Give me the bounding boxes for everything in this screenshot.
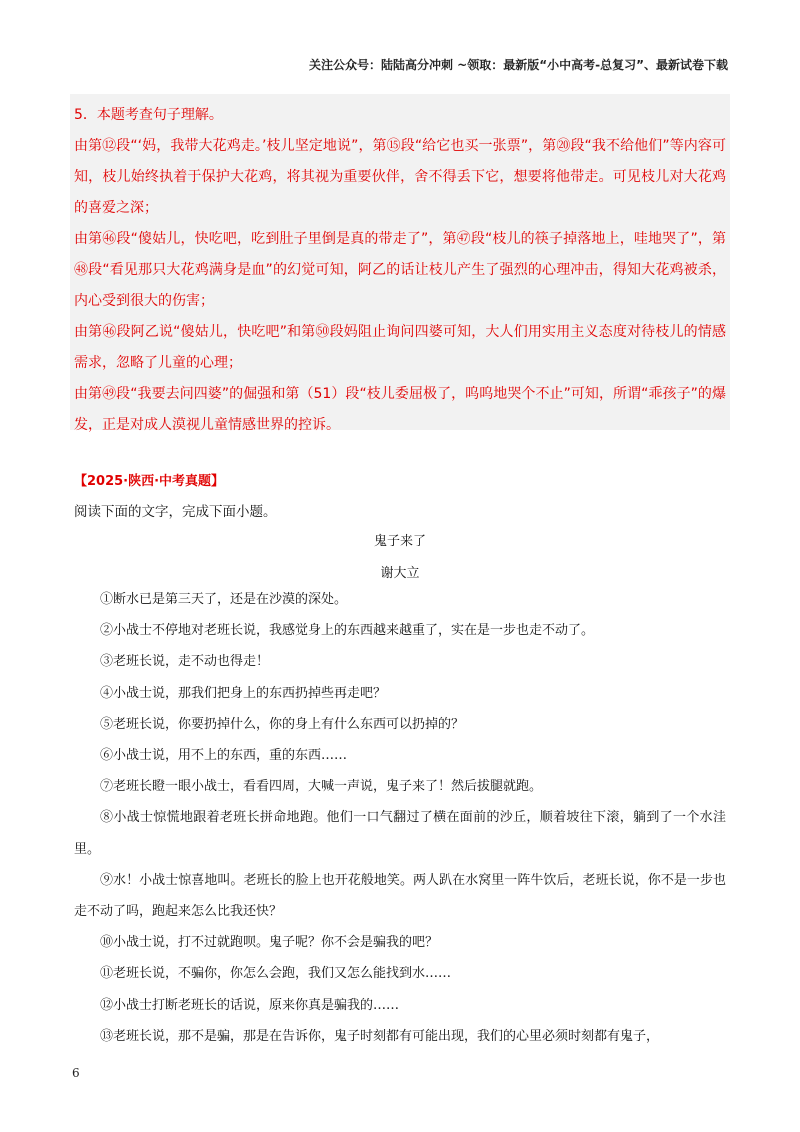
story-paragraph: ⑫小战士打断老班长的话说，原来你真是骗我的…… bbox=[100, 997, 400, 1013]
story-paragraph: ⑤老班长说，你要扔掉什么，你的身上有什么东西可以扔掉的？ bbox=[100, 716, 465, 732]
page-number: 6 bbox=[72, 1066, 80, 1080]
answer-paragraph: 由第㊻段阿乙说“傻姑儿，快吃吧”和第㊿段妈阻止询问四婆可知，大人们用实用主义态度对待枝儿的情感需求，忽略了儿童的心理； bbox=[74, 324, 726, 371]
reading-instruction: 阅读下面的文字，完成下面小题。 bbox=[74, 504, 277, 520]
story-paragraph: ①断水已是第三天了，还是在沙漠的深处。 bbox=[100, 592, 348, 607]
story-paragraph: ⑪老班长说，不骗你，你怎么会跑，我们又怎么能找到水…… bbox=[100, 966, 452, 982]
page-header: 关注公众号：陆陆高分冲刺 ~领取：最新版“小中高考-总复习”、最新试卷下载 bbox=[309, 58, 728, 72]
story-paragraph: ⑩小战士说，打不过就跑呗。鬼子呢？你不会是骗我的吧？ bbox=[100, 935, 439, 951]
answer-paragraph: 由第⑫段“‘妈，我带大花鸡走。’枝儿坚定地说”，第⑮段“给它也买一张票”，第⑳段“我不给他们”等内容可知，枝儿始终执着于保护大花鸡，将其视为重要伙伴，舍不得丢下它，想要将他带走。可见枝儿对大花鸡的喜爱之深； bbox=[74, 138, 726, 216]
story-paragraph: ③老班长说，走不动也得走！ bbox=[100, 654, 270, 670]
story-paragraph: ⑬老班长说，那不是骗，那是在告诉你，鬼子时刻都有可能出现，我们的心里必须时刻都有鬼子， bbox=[100, 1028, 660, 1044]
answer-paragraph: 由第㊻段“傻姑儿，快吃吧，吃到肚子里倒是真的带走了”，第㊼段“枝儿的筷子掉落地上，哇地哭了”，第㊽段“看见那只大花鸡满身是血”的幻觉可知，阿乙的话让枝儿产生了强烈的心理冲击，得知大花鸡被杀，内心受到很大的伤害； bbox=[74, 231, 726, 309]
story-paragraph: ⑨水！小战士惊喜地叫。老班长的脸上也开花般地笑。两人趴在水窝里一阵牛饮后，老班长说，你不是一步也走不动了吗，跑起来怎么比我还快？ bbox=[74, 872, 726, 920]
story-paragraph: ⑧小战士惊慌地跟着老班长拼命地跑。他们一口气翻过了横在面前的沙丘，顺着坡往下滚，躺到了一个水洼里。 bbox=[74, 810, 726, 857]
answer-paragraph: 5．本题考查句子理解。 bbox=[74, 107, 223, 123]
story-paragraph: ④小战士说，那我们把身上的东西扔掉些再走吧？ bbox=[100, 685, 387, 701]
story-paragraph: ⑥小战士说，用不上的东西，重的东西…… bbox=[100, 748, 348, 764]
exam-source-tag: 【2025·陕西·中考真题】 bbox=[74, 474, 225, 489]
story-title: 鬼子来了 bbox=[373, 534, 426, 549]
answer-paragraph: 由第㊾段“我要去问四婆”的倔强和第（51）段“枝儿委屈极了，呜呜地哭个不止”可知，所谓“乖孩子”的爆发，正是对成人漠视儿童情感世界的控诉。 bbox=[74, 386, 726, 433]
story-body bbox=[74, 584, 726, 1052]
story-author: 谢大立 bbox=[380, 566, 420, 581]
answer-explanation-box bbox=[70, 94, 730, 433]
story-paragraph: ②小战士不停地对老班长说，我感觉身上的东西越来越重了，实在是一步也走不动了。 bbox=[100, 623, 595, 639]
story-paragraph: ⑦老班长瞪一眼小战士，看看四周，大喊一声说，鬼子来了！然后拔腿就跑。 bbox=[100, 779, 543, 795]
